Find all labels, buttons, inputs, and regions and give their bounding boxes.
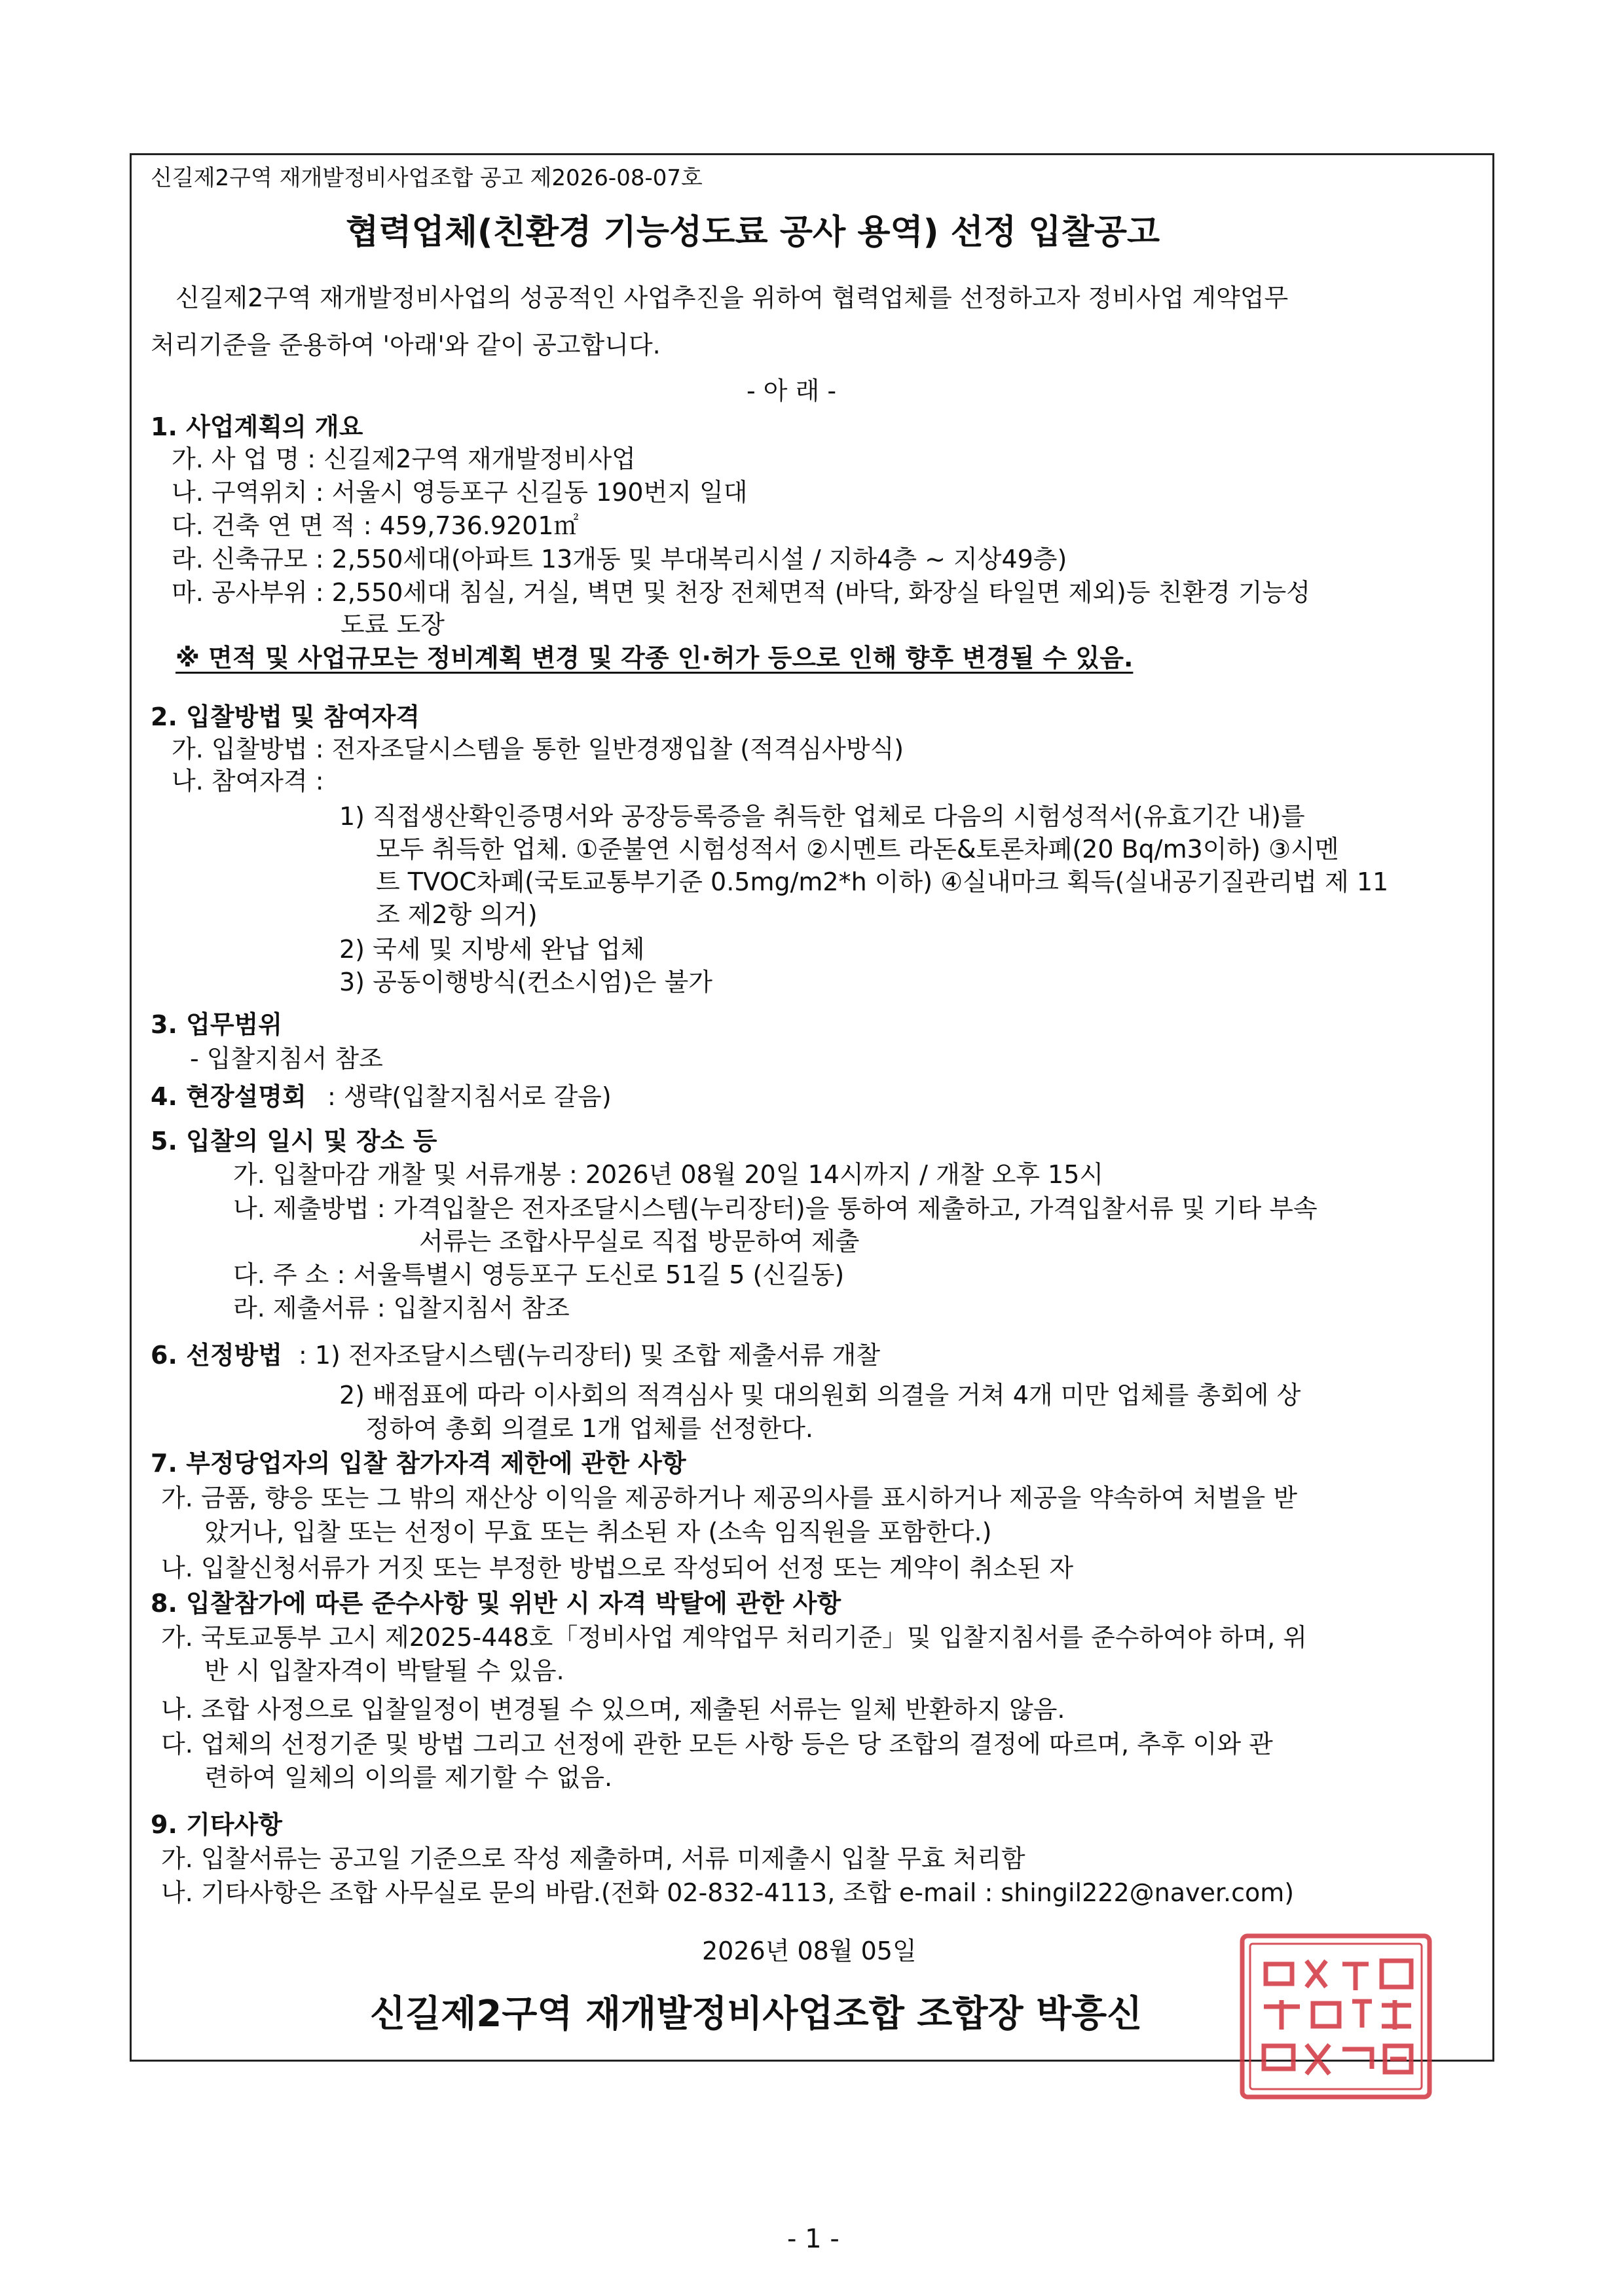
section-heading: 2. 입찰방법 및 참여자격 [151,702,420,731]
official-seal [1234,1928,1437,2105]
section-item: 라. 신축규모 : 2,550세대(아파트 13개동 및 부대복리시설 / 지하4층 ~ 지상49층) [172,545,1067,574]
qualification-item: 조 제2항 의거) [376,900,538,929]
notice-date: 2026년 08월 05일 [702,1937,917,1965]
section-item: 련하여 일체의 이의를 제기할 수 없음. [204,1763,613,1792]
section-item: : 1) 전자조달시스템(누리장터) 및 조합 제출서류 개찰 [299,1341,881,1370]
section-item: 다. 주 소 : 서울특별시 영등포구 도신로 51길 5 (신길동) [233,1260,845,1289]
section-item: 가. 사 업 명 : 신길제2구역 재개발정비사업 [172,445,636,473]
change-note: ※ 면적 및 사업규모는 정비계획 변경 및 각종 인·허가 등으로 인해 향후 변경될 수 있음. [175,644,1134,672]
notice-title: 협력업체(친환경 기능성도료 공사 용역) 선정 입찰공고 [346,213,1160,252]
section-heading: 9. 기타사항 [151,1810,282,1839]
page-number: - 1 - [787,2224,840,2254]
chairman-signature: 신길제2구역 재개발정비사업조합 조합장 박흥신 [370,1993,1143,2035]
section-item: 라. 제출서류 : 입찰지침서 참조 [233,1294,570,1322]
section-item: 나. 참여자격 : [172,767,324,795]
section-item: 았거나, 입찰 또는 선정이 무효 또는 취소된 자 (소속 임직원을 포함한다.) [204,1518,992,1546]
section-heading: 8. 입찰참가에 따른 준수사항 및 위반 시 자격 박탈에 관한 사항 [151,1589,841,1618]
section-heading: 1. 사업계획의 개요 [151,412,363,441]
section-heading: 3. 업무범위 [151,1010,282,1039]
section-heading: 6. 선정방법 [151,1341,282,1370]
section-item: 가. 입찰방법 : 전자조달시스템을 통한 일반경쟁입찰 (적격심사방식) [172,735,904,763]
section-item: : 생략(입찰지침서로 갈음) [327,1082,612,1111]
section-item: 서류는 조합사무실로 직접 방문하여 제출 [419,1227,860,1256]
section-item: 정하여 총회 의결로 1개 업체를 선정한다. [365,1414,813,1443]
section-item: 다. 업체의 선정기준 및 방법 그리고 선정에 관한 모든 사항 등은 당 조합의 결정에 따르며, 추후 이와 관 [161,1730,1273,1758]
section-item: 나. 조합 사정으로 입찰일정이 변경될 수 있으며, 제출된 서류는 일체 반환하지 않음. [161,1695,1065,1724]
section-heading: 5. 입찰의 일시 및 장소 등 [151,1127,437,1156]
qualification-item: 트 TVOC차폐(국토교통부기준 0.5mg/m2*h 이하) ④실내마크 획득(실내공기질관리법 제 11 [376,867,1389,896]
section-item: - 입찰지침서 참조 [190,1044,383,1073]
notice-number: 신길제2구역 재개발정비사업조합 공고 제2026-08-07호 [151,165,703,191]
intro-line: 신길제2구역 재개발정비사업의 성공적인 사업추진을 위하여 협력업체를 선정하고자 정비사업 계약업무 [175,283,1289,312]
section-item: 가. 입찰마감 개찰 및 서류개봉 : 2026년 08월 20일 14시까지 / 개찰 오후 15시 [233,1160,1104,1189]
section-item: 가. 입찰서류는 공고일 기준으로 작성 제출하며, 서류 미제출시 입찰 무효 처리함 [161,1844,1025,1873]
section-item: 나. 제출방법 : 가격입찰은 전자조달시스템(누리장터)을 통하여 제출하고, 가격입찰서류 및 기타 부속 [233,1194,1318,1223]
section-item: 나. 기타사항은 조합 사무실로 문의 바람.(전화 02-832-4113, 조합 e-mail : shingil222@naver.com) [161,1878,1295,1907]
qualification-item: 1) 직접생산확인증명서와 공장등록증을 취득한 업체로 다음의 시험성적서(유효기간 내)를 [339,802,1305,831]
section-item: 가. 국토교통부 고시 제2025-448호「정비사업 계약업무 처리기준」및 입찰지침서를 준수하여야 하며, 위 [161,1623,1308,1652]
section-item: 다. 건축 연 면 적 : 459,736.9201㎡ [172,511,579,540]
section-item: 나. 입찰신청서류가 거짓 또는 부정한 방법으로 작성되어 선정 또는 계약이 취소된 자 [161,1554,1074,1582]
section-item: 2) 배점표에 따라 이사회의 적격심사 및 대의원회 의결을 거쳐 4개 미만 업체를 총회에 상 [339,1381,1301,1410]
below-marker: - 아 래 - [747,376,837,405]
section-item: 가. 금품, 향응 또는 그 밖의 재산상 이익을 제공하거나 제공의사를 표시하거나 제공을 약속하여 처벌을 받 [161,1484,1298,1512]
section-item: 나. 구역위치 : 서울시 영등포구 신길동 190번지 일대 [172,478,748,507]
qualification-item: 2) 국세 및 지방세 완납 업체 [339,935,645,964]
section-heading: 4. 현장설명회 [151,1082,306,1111]
section-item: 도료 도장 [341,610,445,639]
intro-line: 처리기준을 준용하여 '아래'와 같이 공고합니다. [151,331,661,359]
section-item: 반 시 입찰자격이 박탈될 수 있음. [204,1656,564,1685]
section-item: 마. 공사부위 : 2,550세대 침실, 거실, 벽면 및 천장 전체면적 (바닥, 화장실 타일면 제외)등 친환경 기능성 [172,578,1310,607]
qualification-item: 3) 공동이행방식(컨소시엄)은 불가 [339,968,713,996]
section-heading: 7. 부정당업자의 입찰 참가자격 제한에 관한 사항 [151,1449,686,1478]
qualification-item: 모두 취득한 업체. ①준불연 시험성적서 ②시멘트 라돈&토론차폐(20 Bq/m3이하) ③시멘 [376,835,1339,864]
